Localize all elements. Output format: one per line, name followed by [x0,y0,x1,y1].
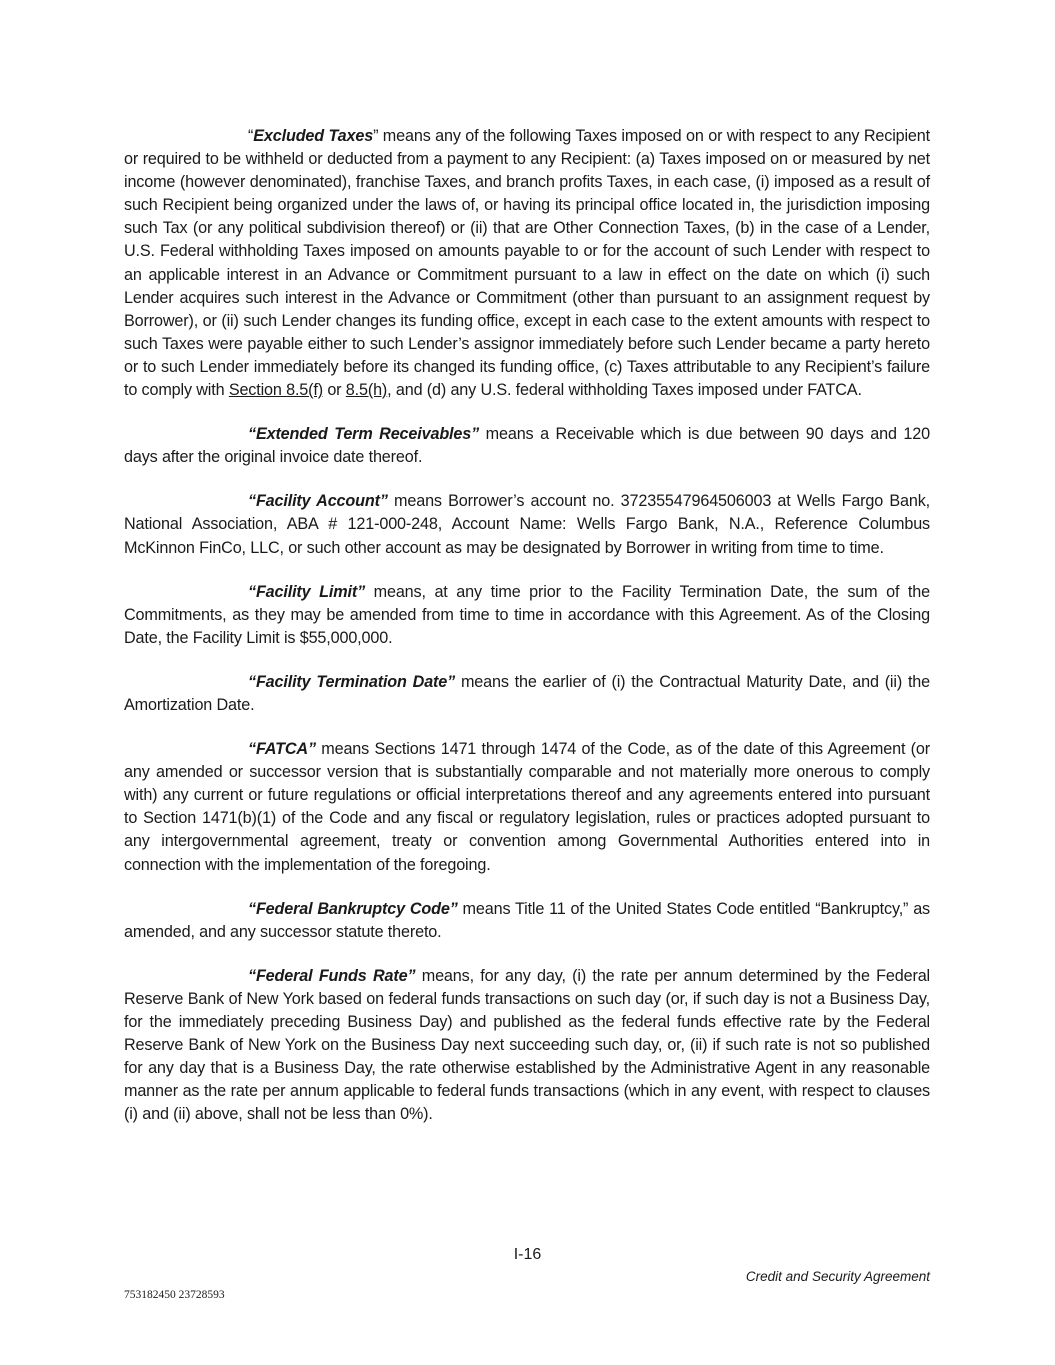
definition-facility-termination-date [124,671,930,717]
footer-document-title: Credit and Security Agreement [745,1269,930,1284]
definition-text: means Borrower’s account no. 37235547964506003 at Wells Fargo Bank, National Association, ABA # 121-000-248, Account Name: Wells Fargo Bank, N.A., Reference Columbus McKinnon FinCo, LLC, or such other account as may be designated by Borrower in writing from time to time. [124,492,931,557]
definition-extended-term-receivables [124,423,930,469]
defined-term: “Facility Termination Date” [248,672,456,691]
definition-facility-account [124,490,930,559]
section-reference: 8.5(h) [345,381,388,400]
definition-text: means the earlier of (i) the Contractual Maturity Date, and (ii) the Amortization Date. [124,672,930,714]
definition-federal-funds-rate [124,965,930,1127]
definition-fatca [124,738,930,877]
definitions-section [124,125,930,1147]
page-number: I-16 [513,1246,542,1263]
definition-text: or [322,381,346,400]
defined-term: “Federal Bankruptcy Code” [248,899,458,918]
definition-facility-limit [124,581,930,650]
definition-text: , and (d) any U.S. federal withholding Taxes imposed under FATCA. [387,381,862,400]
defined-term: “Facility Limit” [248,582,366,601]
definition-federal-bankruptcy-code [124,898,930,944]
definition-text: means Title 11 of the United States Code entitled “Bankruptcy,” as amended, and any successor statute thereto. [124,899,930,941]
close-quote: ” [373,127,379,145]
section-reference: Section 8.5(f) [228,381,323,400]
open-quote: “ [248,127,254,145]
defined-term: Excluded Taxes [253,127,374,145]
definition-text: means Sections 1471 through 1474 of the Code, as of the date of this Agreement (or any amended or successor version that is substantially comparable and not materially more onerous to comply with) any current or future regulations or official interpretations thereof and any agreements entered into pursuant to Section 1471(b)(1) of the Code and any fiscal or regulatory legislation, rules or practices adopted pursuant to any intergovernmental agreement, treaty or convention among Governmental Authorities entered into in connection with the implementation of the foregoing. [124,740,930,874]
defined-term: “FATCA” [248,740,316,759]
defined-term: “Extended Term Receivables” [248,425,480,444]
defined-term: “Federal Funds Rate” [248,966,416,985]
definition-text: means a Receivable which is due between 90 days and 120 days after the original invoice date thereof. [124,425,930,467]
footer-document-id: 753182450 23728593 [124,1289,225,1301]
defined-term: “Facility Account” [248,492,388,511]
definition-text: means any of the following Taxes imposed on or with respect to any Recipient or required to be withheld or deducted from a payment to any Recipient: (a) Taxes imposed on or measured by net income (however denominated), franchise Taxes, and branch profits Taxes, in each case, (i) imposed as a result of such Recipient being organized under the laws of, or having its principal office located in, the jurisdiction imposing such Tax (or any political subdivision thereof) or (ii) that are Other Connection Taxes, (b) in the case of a Lender, U.S. Federal withholding Taxes imposed on amounts payable to or for the account of such Lender with respect to an applicable interest in an Advance or Commitment pursuant to a law in effect on the date on which (i) such Lender acquires such interest in the Advance or Commitment (other than pursuant to an assignment request by Borrower), or (ii) such Lender changes its funding office, except in each case to the extent amounts with respect to such Taxes were payable either to such Lender’s assignor immediately before such Lender became a party hereto or to such Lender immediately before its changed its funding office, (c) Taxes attributable to any Recipient’s failure to comply with [124,127,930,400]
definition-text: means, for any day, (i) the rate per annum determined by the Federal Reserve Bank of New York based on federal funds transactions on such day (or, if such day is not a Business Day, for the immediately preceding Business Day) and published as the federal funds effective rate by the Federal Reserve Bank of New York on the Business Day next succeeding such day, or, (ii) if such rate is not so published for any day that is a Business Day, the rate otherwise established by the Administrative Agent in any reasonable manner as the rate per annum applicable to federal funds transactions (which in any event, with respect to clauses (i) and (ii) above, shall not be less than 0%). [124,966,930,1124]
definition-excluded-taxes [124,125,930,402]
definition-text: means, at any time prior to the Facility Termination Date, the sum of the Commitments, as they may be amended from time to time in accordance with this Agreement. As of the Closing Date, the Facility Limit is $55,000,000. [124,582,930,647]
